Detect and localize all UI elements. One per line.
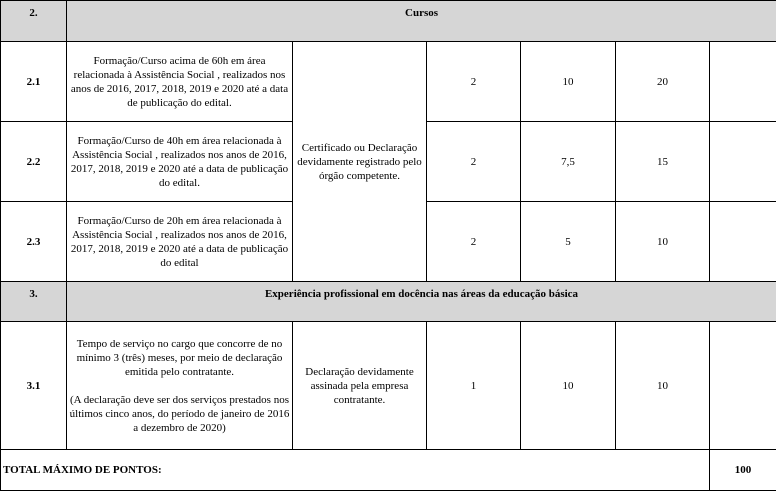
- item-quantity: 1: [427, 322, 521, 450]
- item-max-points: 10: [616, 322, 710, 450]
- section-number: 2.: [1, 1, 67, 42]
- total-row: [1, 450, 776, 491]
- item-description: Formação/Curso de 40h em área relacionada à Assistência Social , realizados nos anos de 2016, 2017, 2018, 2019 e 2020 até a data de publicação do edital.: [67, 122, 293, 202]
- blank-cell: [710, 122, 776, 202]
- item-description: Tempo de serviço no cargo que concorre de no mínimo 3 (três) meses, por meio de declaração emitida pelo contratante.: [69, 337, 290, 379]
- item-unit-points: 10: [521, 42, 616, 122]
- item-number: 2.2: [1, 122, 67, 202]
- item-unit-points: 10: [521, 322, 616, 450]
- item-description-cell: [67, 322, 293, 450]
- section-header-experiencia: [1, 282, 776, 322]
- section-header-cursos: [1, 1, 776, 42]
- item-number: 2.1: [1, 42, 67, 122]
- section-title: Experiência profissional em docência nas áreas da educação básica: [67, 282, 776, 322]
- total-value: 100: [710, 450, 776, 491]
- item-description: Formação/Curso acima de 60h em área relacionada à Assistência Social , realizados nos anos de 2016, 2017, 2018, 2019 e 2020 até a data de publicação do edital.: [67, 42, 293, 122]
- section-number: 3.: [1, 282, 67, 322]
- blank-cell: [710, 322, 776, 450]
- item-quantity: 2: [427, 42, 521, 122]
- total-label: TOTAL MÁXIMO DE PONTOS:: [1, 450, 710, 491]
- required-document: Certificado ou Declaração devidamente registrado pelo órgão competente.: [293, 42, 427, 282]
- table-row: [1, 42, 776, 122]
- item-quantity: 2: [427, 122, 521, 202]
- item-number: 2.3: [1, 202, 67, 282]
- section-title: Cursos: [67, 1, 776, 42]
- blank-cell: [710, 42, 776, 122]
- item-max-points: 20: [616, 42, 710, 122]
- item-unit-points: 7,5: [521, 122, 616, 202]
- item-unit-points: 5: [521, 202, 616, 282]
- blank-cell: [710, 202, 776, 282]
- item-description: Formação/Curso de 20h em área relacionada à Assistência Social , realizados nos anos de 2016, 2017, 2018, 2019 e 2020 até a data de publicação do edital: [67, 202, 293, 282]
- table-row: [1, 322, 776, 450]
- item-description-note: (A declaração deve ser dos serviços prestados nos últimos cinco anos, do período de janeiro de 2016 a dezembro de 2020): [69, 393, 290, 435]
- item-max-points: 15: [616, 122, 710, 202]
- required-document: Declaração devidamente assinada pela empresa contratante.: [293, 322, 427, 450]
- item-number: 3.1: [1, 322, 67, 450]
- item-max-points: 10: [616, 202, 710, 282]
- item-quantity: 2: [427, 202, 521, 282]
